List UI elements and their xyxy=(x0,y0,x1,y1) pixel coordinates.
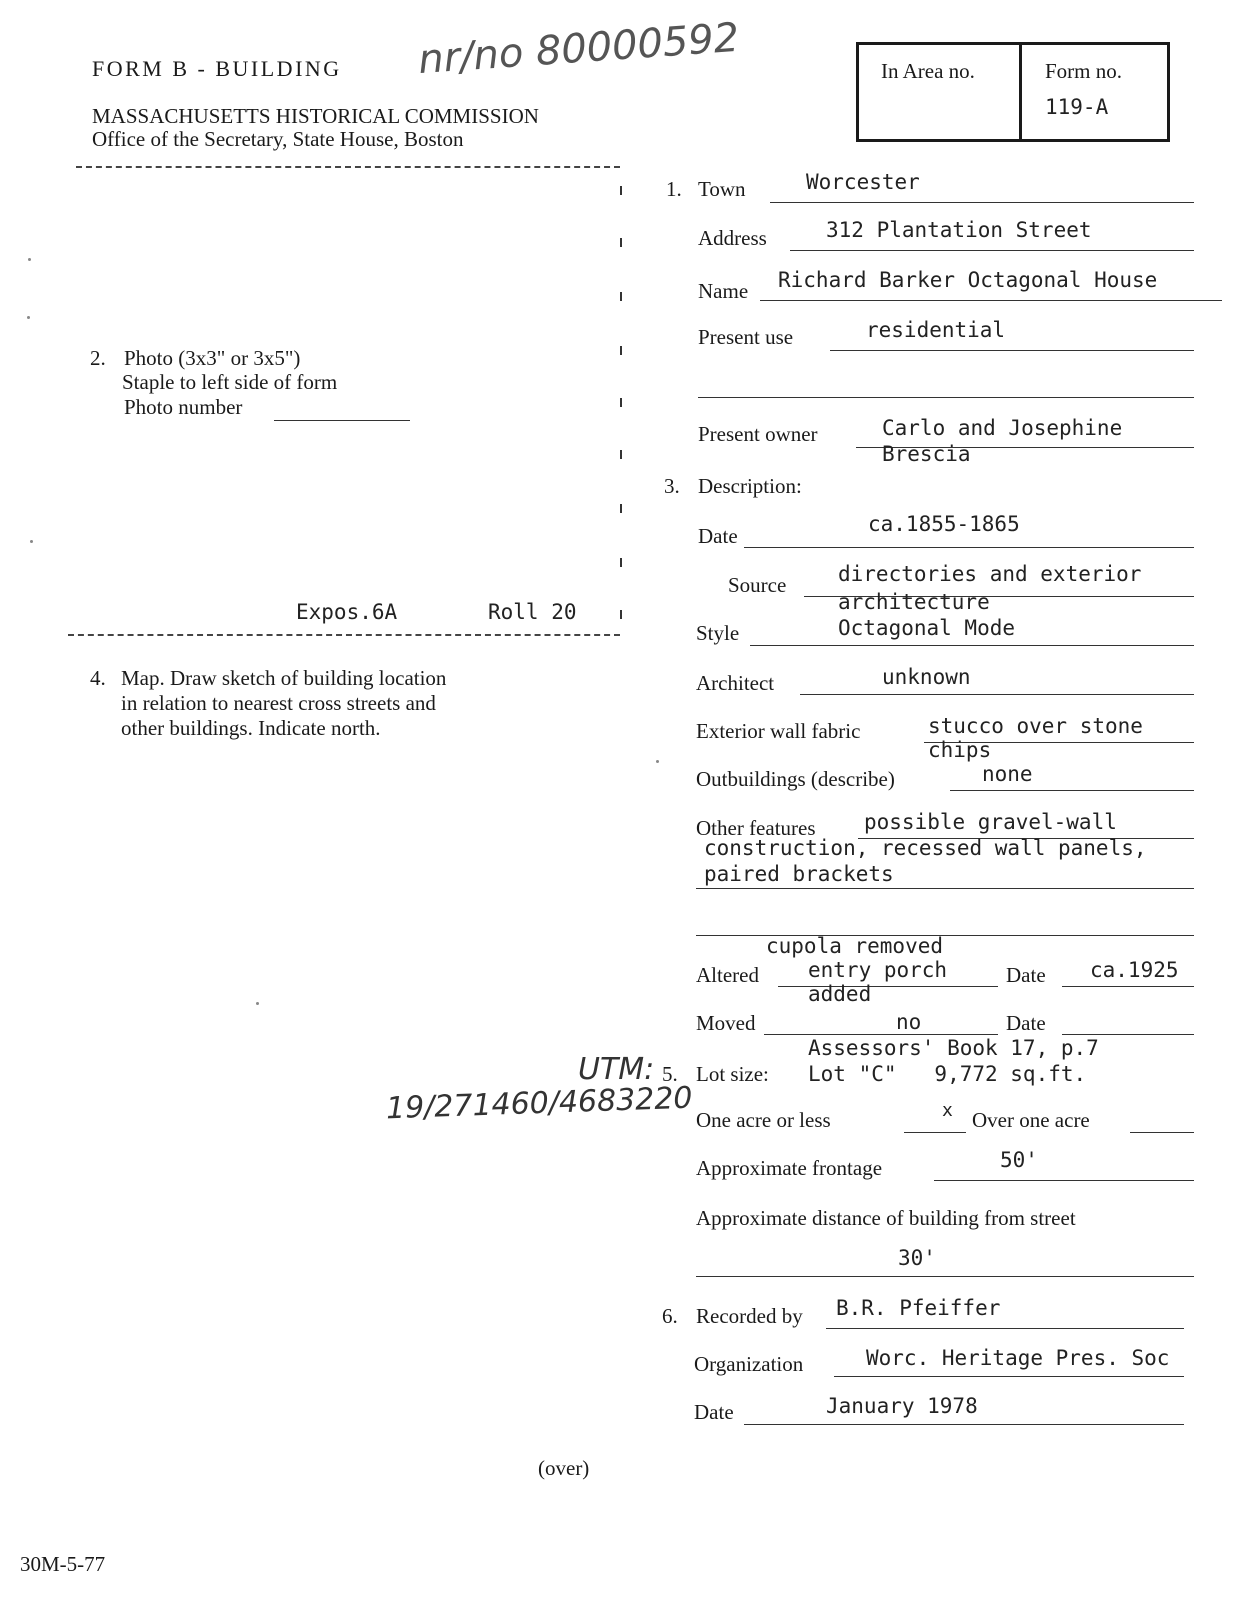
photo-area-right-tick xyxy=(620,450,622,459)
distance-line xyxy=(696,1276,1194,1277)
source-value: directories and exterior xyxy=(838,562,1142,586)
acre-over-label: Over one acre xyxy=(972,1108,1090,1132)
altered-label: Altered xyxy=(696,963,759,987)
photo-number-blank xyxy=(274,420,410,421)
present-use-line xyxy=(830,350,1194,351)
style-line xyxy=(750,645,1194,646)
recorded-by-label: Recorded by xyxy=(696,1304,803,1328)
built-date-value: ca.1855-1865 xyxy=(868,512,1020,536)
town-section-number: 1. xyxy=(666,177,682,201)
address-line xyxy=(790,250,1194,251)
name-label: Name xyxy=(698,279,749,303)
handwritten-register-note: nr/no 80000592 xyxy=(416,14,741,84)
photo-instruction-1: Photo (3x3" or 3x5") xyxy=(124,346,301,370)
photo-section-number: 2. xyxy=(90,346,106,370)
organization-value: Worc. Heritage Pres. Soc xyxy=(866,1346,1170,1370)
map-instruction-3: other buildings. Indicate north. xyxy=(121,716,381,740)
acre-less-label: One acre or less xyxy=(696,1108,831,1132)
built-date-label: Date xyxy=(698,524,738,548)
description-label: Description: xyxy=(698,474,802,498)
present-use-line-2 xyxy=(698,397,1194,398)
altered-date-value: ca.1925 xyxy=(1090,958,1179,982)
present-owner-label: Present owner xyxy=(698,422,818,446)
scan-speck xyxy=(28,258,31,261)
outbuildings-value: none xyxy=(982,762,1033,786)
present-use-value: residential xyxy=(866,318,1006,342)
architect-value: unknown xyxy=(882,665,971,689)
address-value: 312 Plantation Street xyxy=(826,218,1092,242)
lot-size-label: Lot size: xyxy=(696,1062,769,1086)
commission-name: MASSACHUSETTS HISTORICAL COMMISSION xyxy=(92,104,539,128)
form-no-value: 119-A xyxy=(1045,95,1109,119)
lot-size-value-above: Assessors' Book 17, p.7 xyxy=(808,1036,1099,1060)
photo-area-top-border xyxy=(76,166,620,168)
altered-value-below: added xyxy=(808,982,872,1006)
moved-label: Moved xyxy=(696,1011,756,1035)
box-divider xyxy=(1019,45,1022,139)
frontage-line xyxy=(934,1180,1194,1181)
distance-label: Approximate distance of building from street xyxy=(696,1206,1076,1230)
name-line xyxy=(760,300,1222,301)
photo-roll: Roll 20 xyxy=(488,600,577,624)
town-value: Worcester xyxy=(806,170,920,194)
map-instruction-1: Map. Draw sketch of building location xyxy=(121,666,447,690)
altered-date-label: Date xyxy=(1006,963,1046,987)
map-instruction-2: in relation to nearest cross streets and xyxy=(121,691,436,715)
record-date-value: January 1978 xyxy=(826,1394,978,1418)
present-owner-value-2: Brescia xyxy=(882,442,971,466)
moved-date-label: Date xyxy=(1006,1011,1046,1035)
lot-size-section-number: 5. xyxy=(662,1062,678,1086)
acre-less-line xyxy=(904,1132,966,1133)
other-features-value-3: paired brackets xyxy=(704,862,894,886)
photo-instruction-2: Staple to left side of form xyxy=(122,370,338,394)
photo-number-label: Photo number xyxy=(124,395,243,419)
recorded-by-value: B.R. Pfeiffer xyxy=(836,1296,1001,1320)
frontage-label: Approximate frontage xyxy=(696,1156,883,1180)
over-note: (over) xyxy=(538,1456,590,1480)
outbuildings-line xyxy=(950,790,1194,791)
acre-over-line xyxy=(1130,1132,1194,1133)
utm-coordinates: 19/271460/4683220 xyxy=(385,1080,694,1127)
area-label: In Area no. xyxy=(881,59,975,83)
scan-speck xyxy=(30,540,33,543)
photo-area-right-tick xyxy=(620,398,622,407)
town-label: Town xyxy=(698,177,746,201)
record-date-line xyxy=(744,1424,1184,1425)
altered-value-above: cupola removed xyxy=(766,934,944,958)
photo-area-right-tick xyxy=(620,558,622,567)
utm-label: UTM: xyxy=(578,1052,655,1087)
recorded-by-section-number: 6. xyxy=(662,1304,678,1328)
wall-fabric-label: Exterior wall fabric xyxy=(696,719,861,743)
outbuildings-label: Outbuildings (describe) xyxy=(696,767,895,791)
other-features-line-2 xyxy=(696,888,1194,889)
scan-speck xyxy=(656,760,659,763)
photo-area-right-tick xyxy=(620,610,622,619)
form-no-label: Form no. xyxy=(1045,59,1123,83)
wall-fabric-value: stucco over stone xyxy=(928,714,1143,738)
other-features-label: Other features xyxy=(696,816,816,840)
photo-exposure: Expos.6A xyxy=(296,600,398,624)
record-date-label: Date xyxy=(694,1400,734,1424)
present-use-label: Present use xyxy=(698,325,794,349)
altered-value: entry porch xyxy=(808,958,948,982)
present-owner-value: Carlo and Josephine xyxy=(882,416,1123,440)
style-value: Octagonal Mode xyxy=(838,616,1016,640)
other-features-value: possible gravel-wall xyxy=(864,810,1117,834)
architect-line xyxy=(800,694,1194,695)
map-section-number: 4. xyxy=(90,666,106,690)
organization-label: Organization xyxy=(694,1352,804,1376)
organization-line xyxy=(834,1376,1184,1377)
photo-area-right-tick xyxy=(620,238,622,247)
photo-area-right-tick xyxy=(620,346,622,355)
architect-label: Architect xyxy=(696,671,775,695)
lot-size-value: Lot "C" 9,772 sq.ft. xyxy=(808,1062,1087,1086)
other-features-value-2: construction, recessed wall panels, xyxy=(704,836,1147,860)
photo-area-right-tick xyxy=(620,186,622,195)
moved-date-line xyxy=(1062,1034,1194,1035)
form-title: FORM B - BUILDING xyxy=(92,56,342,81)
recorded-by-line xyxy=(826,1328,1184,1329)
area-form-box xyxy=(856,42,1170,142)
town-line xyxy=(770,202,1194,203)
address-label: Address xyxy=(698,226,767,250)
source-value-2: architecture xyxy=(838,590,990,614)
scan-speck xyxy=(256,1002,259,1005)
wall-fabric-value-2: chips xyxy=(928,738,992,762)
moved-line xyxy=(764,1034,998,1035)
style-label: Style xyxy=(696,621,740,645)
commission-office: Office of the Secretary, State House, Boston xyxy=(92,127,464,151)
form-print-code: 30M-5-77 xyxy=(20,1552,106,1576)
photo-area-right-tick xyxy=(620,292,622,301)
frontage-value: 50' xyxy=(1000,1148,1038,1172)
source-label: Source xyxy=(728,573,787,597)
moved-value: no xyxy=(896,1010,922,1034)
distance-value: 30' xyxy=(898,1246,936,1270)
scan-speck xyxy=(27,316,30,319)
altered-date-line xyxy=(1062,986,1194,987)
name-value: Richard Barker Octagonal House xyxy=(778,268,1158,292)
photo-area-right-tick xyxy=(620,504,622,513)
built-date-line xyxy=(744,547,1194,548)
photo-area-bottom-border xyxy=(68,634,620,636)
description-section-number: 3. xyxy=(664,474,680,498)
acre-less-mark: x xyxy=(942,1100,953,1121)
